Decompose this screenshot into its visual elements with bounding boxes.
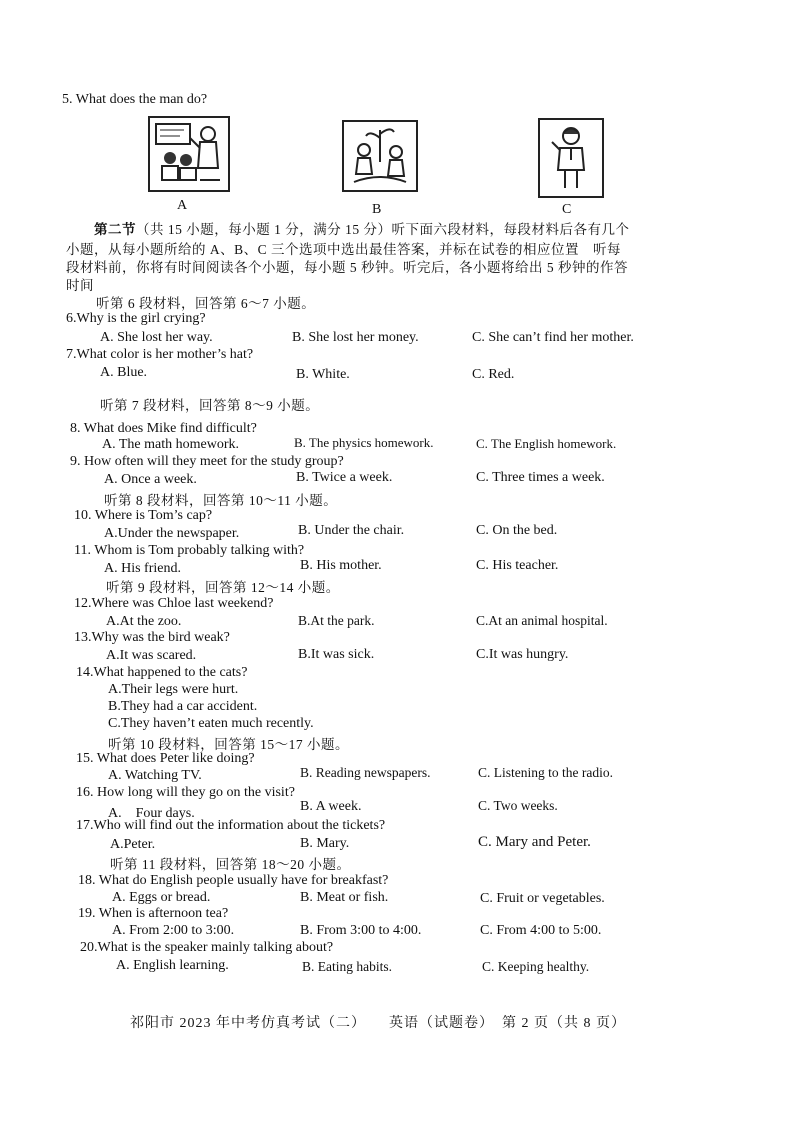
question-17-option-b: B. Mary. [300,836,350,851]
section-instructions-line-2: 小题，从每小题所给的 A、B、C 三个选项中选出最佳答案，并标在试卷的相应位置 听每 [66,242,622,257]
question-12-text: 12.Where was Chloe last weekend? [74,596,274,611]
question-15-option-c: C. Listening to the radio. [478,765,613,780]
question-9-option-a: A. Once a week. [104,472,197,487]
question-15-option-a: A. Watching TV. [108,768,202,783]
question-17-option-c: C. Mary and Peter. [478,834,591,850]
question-14-option-a: A.Their legs were hurt. [108,682,239,697]
question-19-option-a: A. From 2:00 to 3:00. [112,923,235,938]
question-10-option-b: B. Under the chair. [298,523,405,538]
question-7-option-c: C. Red. [472,367,515,382]
question-11-option-b: B. His mother. [300,558,382,573]
question-20-text: 20.What is the speaker mainly talking about? [80,940,334,955]
question-8-text: 8. What does Mike find difficult? [70,421,257,436]
material-group-10: 听第 10 段材料，回答第 15～17 小题。 [108,737,349,752]
section-title: 第二节 [94,222,136,237]
question-7-option-b: B. White. [296,367,350,382]
question-20-option-c: C. Keeping healthy. [482,959,590,974]
standing-man-icon [540,120,602,196]
question-8-option-b: B. The physics homework. [294,435,434,450]
question-13-option-c: C.It was hungry. [476,647,569,662]
question-12-option-a: A.At the zoo. [106,614,182,629]
question-13-option-b: B.It was sick. [298,647,375,662]
question-11-text: 11. Whom is Tom probably talking with? [74,543,305,558]
picture-c-label: C [562,202,572,217]
question-17-option-a: A.Peter. [110,837,156,852]
question-9-text: 9. How often will they meet for the study group? [70,454,344,469]
question-12-option-b: B.At the park. [298,613,375,628]
question-19-text: 19. When is afternoon tea? [78,906,229,921]
question-19-option-c: C. From 4:00 to 5:00. [480,923,602,938]
question-13-text: 13.Why was the bird weak? [74,630,230,645]
picture-a [148,116,230,192]
material-group-6: 听第 6 段材料，回答第 6～7 小题。 [96,296,316,311]
question-11-option-a: A. His friend. [104,561,181,576]
question-18-option-c: C. Fruit or vegetables. [480,891,605,906]
question-14-option-b: B.They had a car accident. [108,699,258,714]
question-9-option-b: B. Twice a week. [296,470,393,485]
question-16-option-b: B. A week. [300,799,362,814]
question-19-option-b: B. From 3:00 to 4:00. [300,923,422,938]
material-group-8: 听第 8 段材料，回答第 10～11 小题。 [104,493,338,508]
picture-a-label: A [177,198,188,213]
children-planting-tree-icon [344,122,416,190]
teacher-classroom-icon [150,118,228,190]
material-group-7: 听第 7 段材料，回答第 8～9 小题。 [100,398,320,413]
section-instructions-line-1: 第二节（共 15 小题，每小题 1 分，满分 15 分）听下面六段材料，每段材料后各有几个 [94,222,630,237]
question-10-option-c: C. On the bed. [476,523,558,538]
picture-b-label: B [372,202,382,217]
question-6-option-c: C. She can’t find her mother. [472,330,634,345]
picture-c [538,118,604,198]
question-18-option-b: B. Meat or fish. [300,890,389,905]
material-group-11: 听第 11 段材料，回答第 18～20 小题。 [110,857,351,872]
question-5-text: 5. What does the man do? [62,92,208,107]
question-8-option-a: A. The math homework. [102,437,239,452]
question-6-option-a: A. She lost her way. [100,330,213,345]
page-footer: 祁阳市 2023 年中考仿真考试（二） 英语（试题卷） 第 2 页（共 8 页） [130,1016,626,1031]
question-18-option-a: A. Eggs or bread. [112,890,211,905]
picture-b [342,120,418,192]
question-20-option-b: B. Eating habits. [302,959,392,974]
question-16-option-a: A. Four days. [108,806,195,821]
section-instructions-line-4: 时间 [66,278,94,293]
question-10-option-a: A.Under the newspaper. [104,526,240,541]
question-14-text: 14.What happened to the cats? [76,665,248,680]
question-6-text: 6.Why is the girl crying? [66,311,206,326]
question-6-option-b: B. She lost her money. [292,330,419,345]
question-16-text: 16. How long will they go on the visit? [76,785,295,800]
section-instructions-line-3: 段材料前，你将有时间阅读各个小题，每小题 5 秒钟。听完后，各小题将给出 5 秒钟的作答 [66,260,628,275]
question-17-text: 17.Who will find out the information about the tickets? [76,818,386,833]
material-group-9: 听第 9 段材料，回答第 12～14 小题。 [106,580,340,595]
question-15-option-b: B. Reading newspapers. [300,765,431,780]
question-7-option-a: A. Blue. [100,365,148,380]
question-10-text: 10. Where is Tom’s cap? [74,508,213,523]
question-16-option-c: C. Two weeks. [478,798,558,813]
question-15-text: 15. What does Peter like doing? [76,751,255,766]
question-20-option-a: A. English learning. [116,958,229,973]
question-8-option-c: C. The English homework. [476,436,617,451]
question-18-text: 18. What do English people usually have for breakfast? [78,873,389,888]
question-12-option-c: C.At an animal hospital. [476,613,608,628]
question-11-option-c: C. His teacher. [476,558,559,573]
question-9-option-c: C. Three times a week. [476,470,605,485]
question-14-option-c: C.They haven’t eaten much recently. [108,716,314,731]
question-13-option-a: A.It was scared. [106,648,197,663]
question-7-text: 7.What color is her mother’s hat? [66,347,254,362]
